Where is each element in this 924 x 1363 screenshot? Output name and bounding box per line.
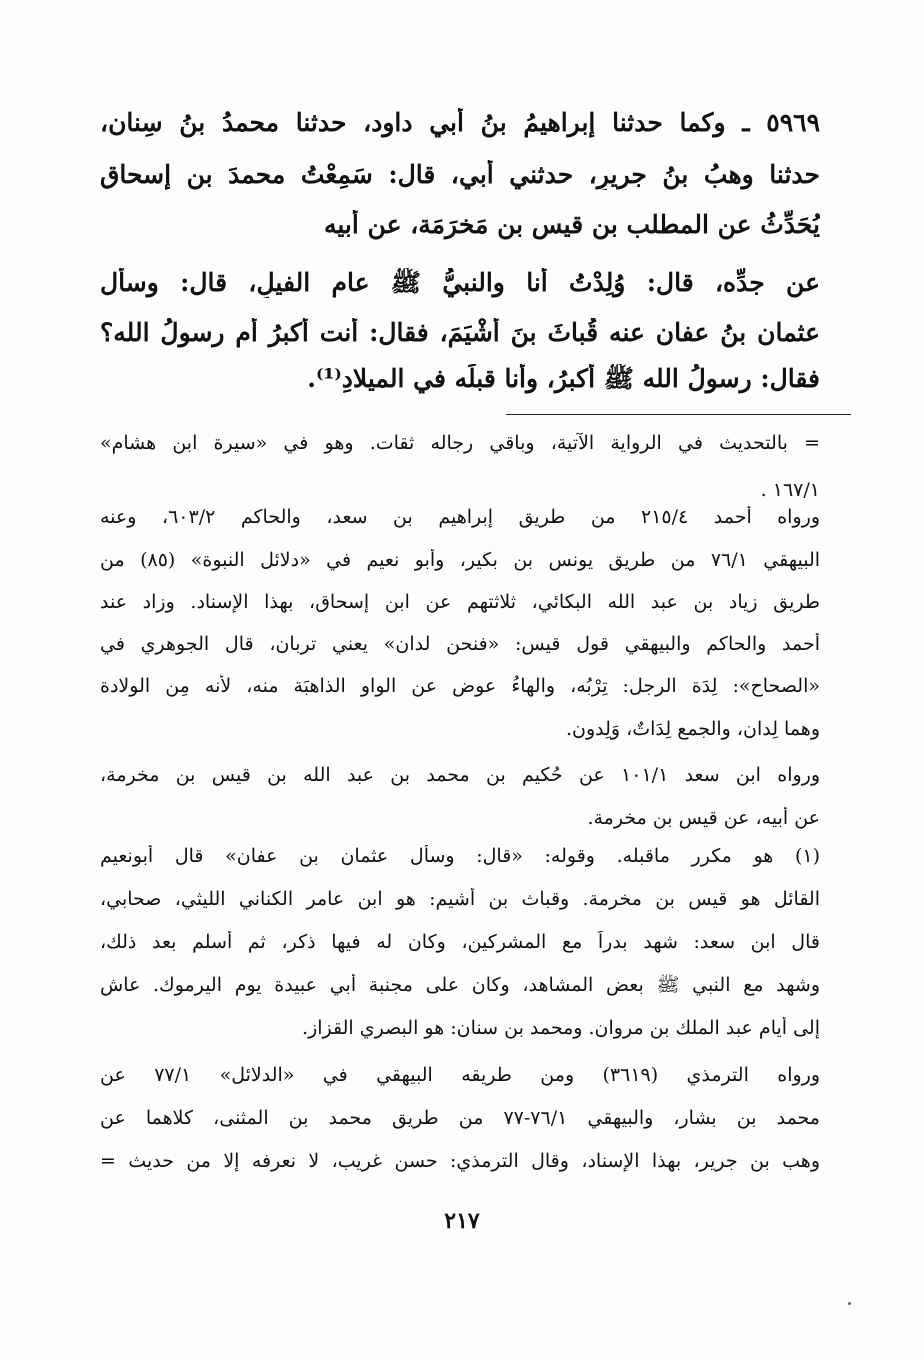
- hadith-line: ٥٩٦٩ ـ وكما حدثنا إبراهيمُ بنُ أبي داود، حدثنا محمدُ بنُ سِنان،: [100, 108, 820, 137]
- footnote-line: «الصحاح»: لِدَة الرجل: تِرْبُه، والهاءُ عوض عن الواو الذاهبَة منه، لأنه مِن الولادة: [100, 675, 820, 697]
- footnote-line: ١٦٧/١ .: [760, 479, 820, 501]
- footnote-line: وهما لِدان، والجمع لِدَاتٌ، وَلِدون.: [565, 718, 820, 740]
- footnote-line: وشهد مع النبي ﷺ بعض المشاهد، وكان على مجنبة أبي عبيدة يوم اليرموك. عاش: [100, 974, 820, 996]
- hadith-line: عثمان بنُ عفان عنه قُباثَ بنَ أَشْيَمَ، فقال: أنت أكبرُ أم رسولُ الله؟: [100, 318, 820, 347]
- footnote-line: القائل هو قيس بن مخرمة. وقباث بن أشيم: هو ابن عامر الكناني الليثي، صحابي،: [100, 888, 820, 910]
- footnote-line: ورواه الترمذي (٣٦١٩) ومن طريقه البيهقي في «الدلائل» ٧٧/١ عن: [100, 1064, 820, 1086]
- footnote-line: محمد بن بشار، والبيهقي ٧٦/١-٧٧ من طريق محمد بن المثنى، كلاهما عن: [100, 1107, 820, 1129]
- footnote-line: أحمد والحاكم والبيهقي قول قيس: «فنحن لدان» يعني تربان، قال الجوهري في: [100, 633, 820, 655]
- hadith-line: فقال: رسولُ الله ﷺ أكبرُ، وأنا قبلَه في الميلادِ⁽¹⁾.: [307, 364, 820, 393]
- scan-speck: [848, 1302, 851, 1305]
- footnote-line: البيهقي ٧٦/١ من طريق يونس بن بكير، وأبو نعيم في «دلائل النبوة» (٨٥) من: [100, 549, 820, 571]
- footnote-line: = بالتحديث في الرواية الآتية، وباقي رجاله ثقات. وهو في «سيرة ابن هشام»: [100, 432, 820, 454]
- footnote-line: وهب بن جرير، بهذا الإسناد، وقال الترمذي: حسن غريب، لا نعرفه إلا من حديث =: [100, 1150, 820, 1172]
- footnote-separator: [506, 414, 851, 415]
- page-number: ٢١٧: [444, 1208, 480, 1234]
- hadith-line: حدثنا وهبُ بنُ جريرٍ، حدثني أبي، قال: سَمِعْتُ محمدَ بن إسحاق: [100, 160, 820, 189]
- footnote-line: عن أبيه، عن قيس بن مخرمة.: [587, 807, 820, 829]
- hadith-line: عن جدِّه، قال: وُلِدْتُ أنا والنبيُّ ﷺ عام الفيلِ، قال: وسأل: [100, 268, 820, 297]
- footnote-line: طريق زياد بن عبد الله البكائي، ثلاثتهم عن ابن إسحاق، بهذا الإسناد. وزاد عند: [100, 591, 820, 613]
- footnote-line: (١) هو مكرر ماقبله. وقوله: «قال: وسأل عثمان بن عفان» قال أبونعيم: [100, 845, 820, 867]
- footnote-line: قال ابن سعد: شهد بدراً مع المشركين، وكان له فيها ذكر، ثم أسلم بعد ذلك،: [100, 931, 820, 953]
- footnote-line: ورواه ابن سعد ١٠١/١ عن حُكيم بن محمد بن عبد الله بن قيس بن مخرمة،: [100, 764, 820, 786]
- hadith-line: يُحَدِّثُ عن المطلب بن قيس بن مَخرَمَة، عن أبيه: [323, 210, 820, 239]
- footnote-line: إلى أيام عبد الملك بن مروان. ومحمد بن سنان: هو البصري القزاز.: [302, 1017, 820, 1039]
- footnote-line: ورواه أحمد ٢١٥/٤ من طريق إبراهيم بن سعد، والحاكم ٦٠٣/٢، وعنه: [100, 506, 820, 528]
